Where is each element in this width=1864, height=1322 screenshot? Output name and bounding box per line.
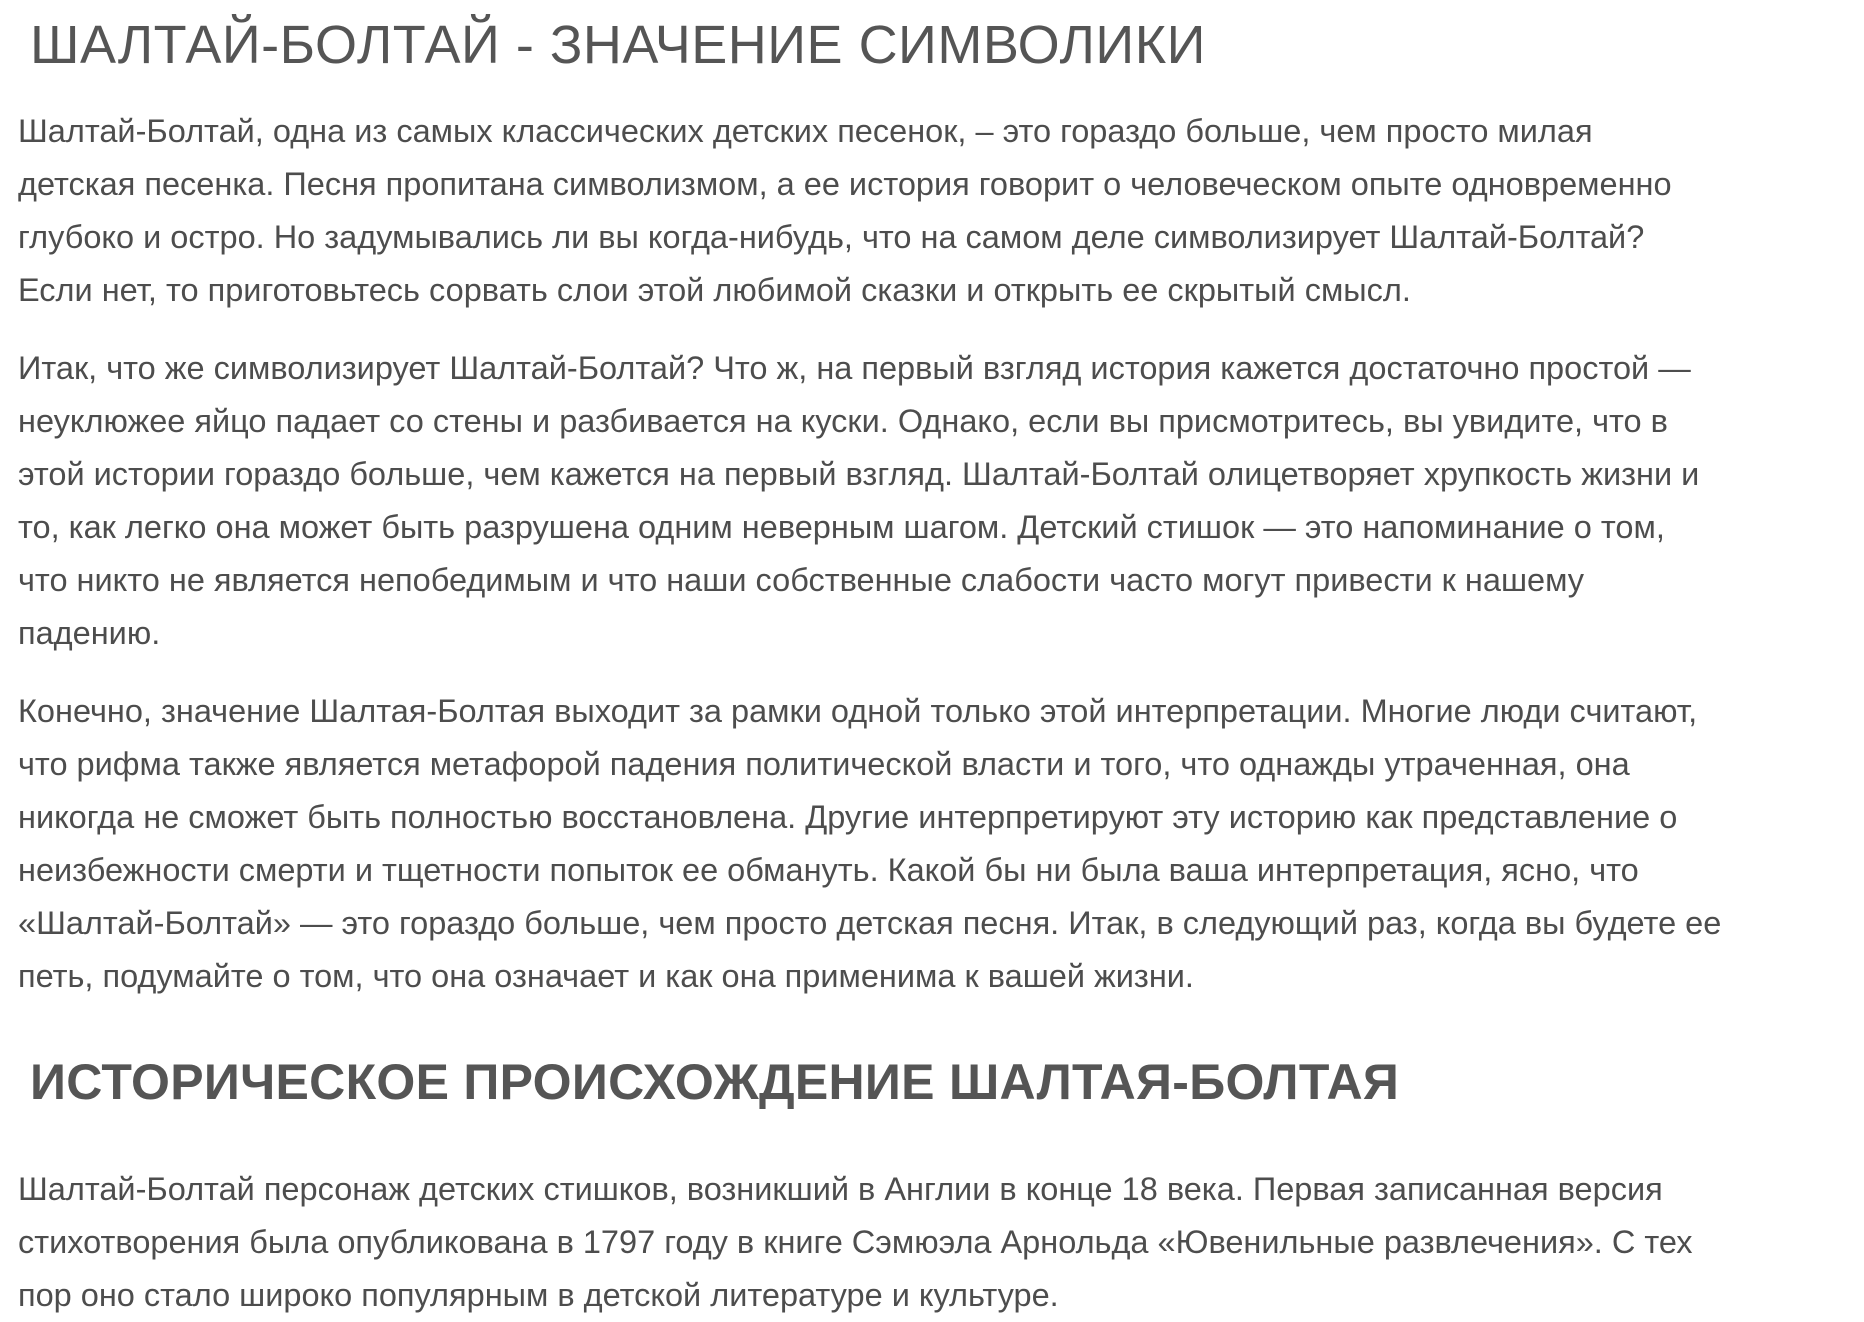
text-line: петь, подумайте о том, что она означает и как она применима к вашей жизни. xyxy=(18,958,1194,994)
text-line: то, как легко она может быть разрушена одним неверным шагом. Детский стишок — это напоминание о том, xyxy=(18,509,1665,545)
text-line: «Шалтай-Болтай» — это гораздо больше, чем просто детская песня. Итак, в следующий раз, когда вы будете ее xyxy=(18,905,1722,941)
paragraph-fragility xyxy=(18,342,1854,660)
text-line: глубоко и остро. Но задумывались ли вы когда-нибудь, что на самом деле символизирует Шалтай-Болтай? xyxy=(18,219,1645,255)
text-line: этой истории гораздо больше, чем кажется на первый взгляд. Шалтай-Болтай олицетворяет хрупкость жизни и xyxy=(18,456,1700,492)
page-title: ШАЛТАЙ-БОЛТАЙ - ЗНАЧЕНИЕ СИМВОЛИКИ xyxy=(30,15,1206,75)
text-line: Если нет, то приготовьтесь сорвать слои этой любимой сказки и открыть ее скрытый смысл. xyxy=(18,272,1411,308)
text-line: что никто не является непобедимым и что наши собственные слабости часто могут привести к нашему xyxy=(18,562,1585,598)
text-line: падению. xyxy=(18,615,161,651)
paragraph-symbolism-intro xyxy=(18,105,1854,317)
paragraph-history xyxy=(18,1163,1854,1322)
text-line: пор оно стало широко популярным в детской литературе и культуре. xyxy=(18,1277,1059,1313)
article xyxy=(18,0,1854,1322)
paragraph-interpretations xyxy=(18,685,1854,1003)
text-line: Конечно, значение Шалтая-Болтая выходит за рамки одной только этой интерпретации. Многие люди считают, xyxy=(18,693,1698,729)
text-line: стихотворения была опубликована в 1797 году в книге Сэмюэла Арнольда «Ювенильные развлечения». С тех xyxy=(18,1224,1693,1260)
text-line: неизбежности смерти и тщетности попыток ее обмануть. Какой бы ни была ваша интерпретация, ясно, что xyxy=(18,852,1639,888)
text-line: никогда не сможет быть полностью восстановлена. Другие интерпретируют эту историю как представление о xyxy=(18,799,1678,835)
text-line: Итак, что же символизирует Шалтай-Болтай? Что ж, на первый взгляд история кажется достаточно простой — xyxy=(18,350,1691,386)
text-line: неуклюжее яйцо падает со стены и разбивается на куски. Однако, если вы присмотритесь, вы увидите, что в xyxy=(18,403,1668,439)
text-line: Шалтай-Болтай персонаж детских стишков, возникший в Англии в конце 18 века. Первая записанная версия xyxy=(18,1171,1663,1207)
section-heading-origin: ИСТОРИЧЕСКОЕ ПРОИСХОЖДЕНИЕ ШАЛТАЯ-БОЛТАЯ xyxy=(30,1054,1400,1110)
text-line: детская песенка. Песня пропитана символизмом, а ее история говорит о человеческом опыте одновременно xyxy=(18,166,1672,202)
text-line: что рифма также является метафорой падения политической власти и того, что однажды утраченная, она xyxy=(18,746,1630,782)
text-line: Шалтай-Болтай, одна из самых классических детских песенок, – это гораздо больше, чем просто милая xyxy=(18,113,1593,149)
